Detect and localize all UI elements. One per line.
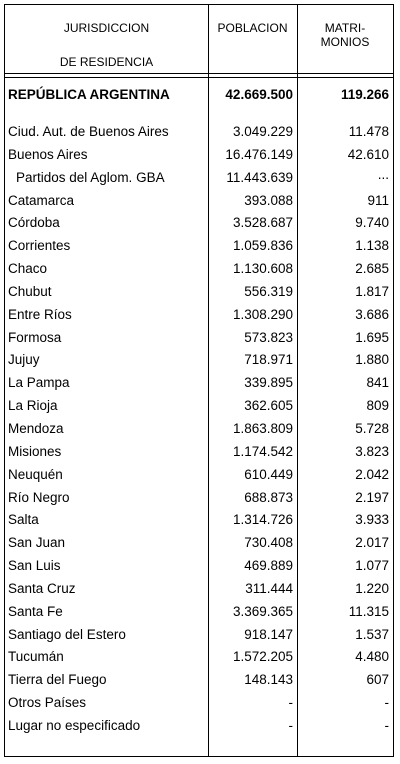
row-jurisdiccion: Salta: [8, 512, 39, 528]
row-jurisdiccion: Neuquén: [8, 466, 63, 482]
row-jurisdiccion: Corrientes: [8, 238, 71, 254]
row-matrimonios: 2.017: [355, 535, 389, 551]
row-poblacion: 469.889: [244, 558, 293, 574]
table-row: [5, 419, 393, 442]
row-jurisdiccion: Santa Fe: [8, 603, 63, 619]
row-matrimonios: 2.042: [355, 466, 389, 482]
header-jurisdiccion-line1: JURISDICCION: [63, 21, 150, 35]
row-jurisdiccion: Lugar no especificado: [8, 717, 141, 733]
total-matrimonios: 119.266: [340, 87, 389, 102]
row-matrimonios: 1.880: [355, 352, 389, 368]
table-row: [5, 693, 393, 716]
row-matrimonios: 2.197: [355, 489, 389, 505]
row-poblacion: 339.895: [244, 375, 293, 391]
row-poblacion: 311.444: [245, 580, 293, 596]
row-matrimonios: 809: [366, 398, 389, 414]
row-matrimonios: 911: [367, 192, 389, 208]
row-matrimonios: 42.610: [347, 146, 389, 162]
row-jurisdiccion: Ciud. Aut. de Buenos Aires: [8, 124, 169, 139]
header-divider-bottom: [5, 77, 393, 78]
header-jurisdiccion-line2: DE RESIDENCIA: [59, 55, 154, 69]
table-row: [5, 556, 393, 579]
header-divider-top: [5, 73, 393, 74]
table-row: [5, 145, 393, 168]
table-row: [5, 213, 393, 236]
table-row: [5, 259, 393, 282]
row-jurisdiccion: San Luis: [8, 558, 61, 574]
table-row: [5, 305, 393, 328]
total-row: [5, 85, 393, 105]
statistics-table: [4, 4, 394, 757]
row-matrimonios: 5.728: [355, 420, 389, 436]
row-jurisdiccion: Catamarca: [8, 192, 75, 208]
row-jurisdiccion: Misiones: [8, 443, 62, 459]
row-poblacion: 11.443.639: [226, 169, 293, 185]
row-poblacion: -: [288, 695, 293, 711]
table-row: [5, 373, 393, 396]
table-row: [5, 282, 393, 305]
row-poblacion: 918.147: [244, 626, 293, 642]
row-matrimonios: -: [384, 695, 389, 711]
table-row: [5, 191, 393, 214]
row-matrimonios: 4.480: [355, 649, 389, 665]
row-matrimonios: 1.220: [355, 580, 389, 596]
row-poblacion: 730.408: [244, 535, 293, 551]
row-matrimonios: 607: [366, 672, 389, 688]
table-row: [5, 602, 393, 625]
table-row: [5, 168, 393, 191]
row-poblacion: 556.319: [244, 283, 293, 299]
row-matrimonios: 3.823: [355, 443, 389, 459]
row-jurisdiccion: La Pampa: [8, 375, 70, 391]
row-matrimonios: 2.685: [355, 261, 389, 277]
row-matrimonios: 3.933: [355, 512, 389, 528]
row-poblacion: 1.059.836: [232, 238, 293, 254]
row-poblacion: 393.088: [244, 192, 293, 208]
header-matrimonios: [297, 21, 393, 49]
row-matrimonios: 1.537: [355, 626, 389, 642]
row-poblacion: 1.863.809: [232, 420, 293, 436]
total-name: REPÚBLICA ARGENTINA: [8, 87, 170, 102]
row-poblacion: 3.528.687: [232, 215, 293, 231]
row-poblacion: 610.449: [244, 466, 293, 482]
row-jurisdiccion: Partidos del Aglom. GBA: [16, 169, 165, 185]
row-poblacion: -: [288, 717, 293, 733]
row-jurisdiccion: Córdoba: [8, 215, 60, 231]
row-jurisdiccion: Tucumán: [8, 649, 64, 665]
row-poblacion: 16.476.149: [225, 146, 293, 162]
row-matrimonios: 11.315: [348, 603, 389, 619]
row-jurisdiccion: Chaco: [8, 261, 48, 277]
row-matrimonios: 11.478: [348, 124, 389, 139]
row-matrimonios: 1.817: [355, 283, 389, 299]
row-jurisdiccion: Entre Ríos: [8, 306, 72, 322]
header-matrimonios-line1: MATRI-: [324, 21, 366, 35]
row-jurisdiccion: Buenos Aires: [8, 146, 88, 162]
row-poblacion: 1.174.542: [232, 443, 293, 459]
row-poblacion: 1.314.726: [232, 512, 293, 528]
header-jurisdiccion: [5, 21, 208, 69]
row-poblacion: 1.572.205: [232, 649, 293, 665]
table-row: [5, 328, 393, 351]
table-row: [5, 396, 393, 419]
table-row: [5, 625, 393, 648]
table-row: [5, 465, 393, 488]
row-matrimonios: -: [384, 717, 389, 733]
row-jurisdiccion: San Juan: [8, 535, 66, 551]
row-matrimonios: 3.686: [355, 306, 389, 322]
table-row: [5, 122, 393, 145]
row-matrimonios: 1.695: [355, 329, 389, 345]
row-poblacion: 3.369.365: [232, 603, 293, 619]
row-jurisdiccion: Tierra del Fuego: [8, 672, 107, 688]
table-row: [5, 670, 393, 693]
table-row: [5, 647, 393, 670]
row-poblacion: 688.873: [244, 489, 293, 505]
row-poblacion: 3.049.229: [232, 124, 293, 139]
row-matrimonios: 9.740: [355, 215, 389, 231]
total-poblacion: 42.669.500: [225, 87, 293, 102]
header-matrimonios-line2: MONIOS: [320, 35, 370, 49]
row-jurisdiccion: Río Negro: [8, 489, 70, 505]
table-row: [5, 488, 393, 511]
table-row: [5, 442, 393, 465]
table-row: [5, 350, 393, 373]
header-poblacion: POBLACION: [217, 21, 288, 35]
row-matrimonios: ...: [377, 166, 389, 182]
row-jurisdiccion: Jujuy: [8, 352, 40, 368]
row-poblacion: 1.130.608: [232, 261, 293, 277]
table-row: [5, 579, 393, 602]
row-poblacion: 148.143: [244, 672, 293, 688]
row-matrimonios: 841: [366, 375, 389, 391]
row-jurisdiccion: Otros Países: [8, 695, 87, 711]
table-row: [5, 236, 393, 259]
row-jurisdiccion: Santiago del Estero: [8, 626, 126, 642]
row-jurisdiccion: Mendoza: [8, 420, 64, 436]
row-matrimonios: 1.138: [355, 238, 389, 254]
table-body: [5, 122, 393, 739]
table-row: [5, 510, 393, 533]
row-jurisdiccion: La Rioja: [8, 398, 58, 414]
row-poblacion: 718.971: [244, 352, 293, 368]
row-poblacion: 573.823: [244, 329, 293, 345]
row-jurisdiccion: Chubut: [8, 283, 52, 299]
row-poblacion: 1.308.290: [232, 306, 293, 322]
row-jurisdiccion: Formosa: [8, 329, 62, 345]
row-poblacion: 362.605: [244, 398, 293, 414]
row-jurisdiccion: Santa Cruz: [8, 580, 76, 596]
row-matrimonios: 1.077: [355, 558, 389, 574]
table-row: [5, 716, 393, 739]
table-row: [5, 533, 393, 556]
